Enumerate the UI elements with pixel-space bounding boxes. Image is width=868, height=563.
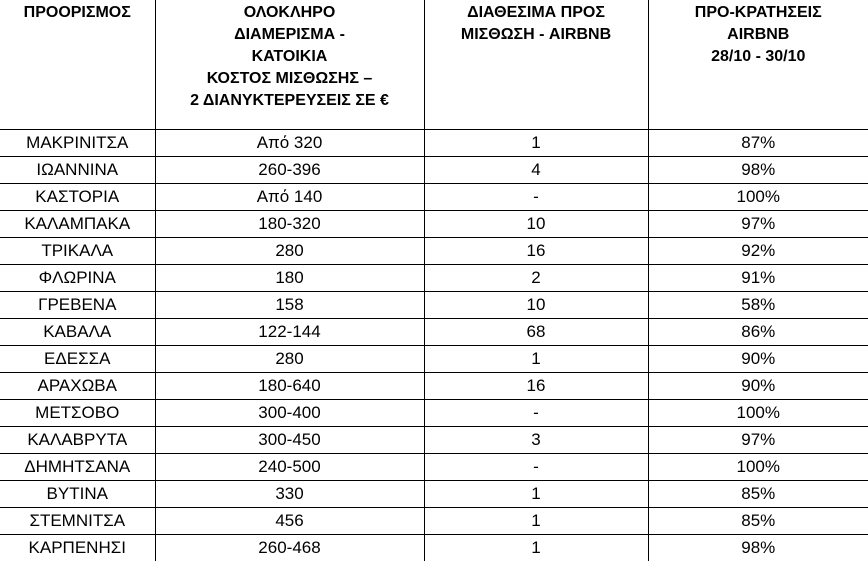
table-row	[0, 156, 868, 183]
table-row	[0, 507, 868, 534]
header-line: ΚΑΤΟΙΚΙΑ	[251, 48, 328, 65]
table-row	[0, 264, 868, 291]
rental-cost-cell: Από 320	[155, 129, 424, 156]
pre-bookings-cell: 85%	[648, 507, 868, 534]
destination-cell: ΣΤΕΜΝΙΤΣΑ	[0, 507, 155, 534]
destination-cell: ΤΡΙΚΑΛΑ	[0, 237, 155, 264]
available-listings-cell: 1	[424, 507, 648, 534]
destination-cell: ΜΑΚΡΙΝΙΤΣΑ	[0, 129, 155, 156]
pre-bookings-cell: 92%	[648, 237, 868, 264]
header-rental-cost	[155, 0, 424, 129]
table-body	[0, 129, 868, 561]
destination-cell: ΦΛΩΡΙΝΑ	[0, 264, 155, 291]
table-row	[0, 345, 868, 372]
pre-bookings-cell: 91%	[648, 264, 868, 291]
destination-cell: ΚΑΣΤΟΡΙΑ	[0, 183, 155, 210]
available-listings-cell: 16	[424, 372, 648, 399]
pre-bookings-cell: 98%	[648, 534, 868, 561]
table-row	[0, 237, 868, 264]
destination-cell: ΑΡΑΧΩΒΑ	[0, 372, 155, 399]
header-pre-bookings	[648, 0, 868, 129]
pre-bookings-cell: 100%	[648, 399, 868, 426]
available-listings-cell: 68	[424, 318, 648, 345]
destination-cell: ΔΗΜΗΤΣΑΝΑ	[0, 453, 155, 480]
destination-cell: ΚΑΛΑΒΡΥΤΑ	[0, 426, 155, 453]
header-available-listings	[424, 0, 648, 129]
table-row	[0, 318, 868, 345]
table-row	[0, 291, 868, 318]
header-line: ΠΡΟΟΡΙΣΜΟΣ	[23, 4, 131, 21]
available-listings-cell: 1	[424, 345, 648, 372]
available-listings-cell: 10	[424, 291, 648, 318]
rental-cost-cell: 280	[155, 237, 424, 264]
header-line: ΜΙΣΘΩΣΗ - AIRBNB	[460, 26, 612, 43]
header-line: 28/10 - 30/10	[711, 48, 806, 65]
destination-cell: ΚΑΛΑΜΠΑΚΑ	[0, 210, 155, 237]
available-listings-cell: -	[424, 453, 648, 480]
destination-cell: ΒΥΤΙΝΑ	[0, 480, 155, 507]
table-row	[0, 399, 868, 426]
available-listings-cell: 4	[424, 156, 648, 183]
header-line: ΔΙΑΘΕΣΙΜΑ ΠΡΟΣ	[467, 4, 605, 21]
available-listings-cell: 1	[424, 534, 648, 561]
header-row	[0, 0, 868, 129]
destination-cell: ΓΡΕΒΕΝΑ	[0, 291, 155, 318]
table-row	[0, 480, 868, 507]
available-listings-cell: -	[424, 399, 648, 426]
pre-bookings-cell: 90%	[648, 372, 868, 399]
pre-bookings-cell: 90%	[648, 345, 868, 372]
table-row	[0, 372, 868, 399]
pre-bookings-cell: 85%	[648, 480, 868, 507]
table-row	[0, 453, 868, 480]
table-row	[0, 426, 868, 453]
header-line: AIRBNB	[727, 26, 790, 43]
header-line: ΔΙΑΜΕΡΙΣΜΑ -	[234, 26, 345, 43]
pre-bookings-cell: 97%	[648, 426, 868, 453]
available-listings-cell: 1	[424, 129, 648, 156]
table-row	[0, 210, 868, 237]
available-listings-cell: 16	[424, 237, 648, 264]
header-destination	[0, 0, 155, 129]
rental-cost-cell: 180-320	[155, 210, 424, 237]
destination-cell: ΙΩΑΝΝΙΝΑ	[0, 156, 155, 183]
rental-cost-cell: 240-500	[155, 453, 424, 480]
header-line: ΠΡΟ-ΚΡΑΤΗΣΕΙΣ	[694, 4, 822, 21]
header-line: ΟΛΟΚΛΗΡΟ	[243, 4, 336, 21]
pre-bookings-cell: 97%	[648, 210, 868, 237]
rental-cost-cell: 180-640	[155, 372, 424, 399]
available-listings-cell: 2	[424, 264, 648, 291]
pre-bookings-cell: 87%	[648, 129, 868, 156]
pre-bookings-cell: 100%	[648, 183, 868, 210]
header-line: ΚΟΣΤΟΣ ΜΙΣΘΩΣΗΣ –	[206, 70, 373, 87]
rental-cost-cell: 456	[155, 507, 424, 534]
table-row	[0, 534, 868, 561]
available-listings-cell: 1	[424, 480, 648, 507]
table-row	[0, 129, 868, 156]
available-listings-cell: 3	[424, 426, 648, 453]
destination-cell: ΜΕΤΣΟΒΟ	[0, 399, 155, 426]
rental-cost-cell: 180	[155, 264, 424, 291]
table-row	[0, 183, 868, 210]
pre-bookings-cell: 58%	[648, 291, 868, 318]
rental-cost-cell: Από 140	[155, 183, 424, 210]
destination-cell: ΚΑΒΑΛΑ	[0, 318, 155, 345]
available-listings-cell: 10	[424, 210, 648, 237]
rental-cost-cell: 260-396	[155, 156, 424, 183]
rental-cost-cell: 300-400	[155, 399, 424, 426]
rental-cost-cell: 158	[155, 291, 424, 318]
table-header	[0, 0, 868, 129]
rental-cost-cell: 260-468	[155, 534, 424, 561]
pre-bookings-cell: 100%	[648, 453, 868, 480]
rental-cost-cell: 122-144	[155, 318, 424, 345]
header-line: 2 ΔΙΑΝΥΚΤΕΡΕΥΣΕΙΣ ΣΕ €	[190, 92, 389, 109]
pre-bookings-cell: 86%	[648, 318, 868, 345]
destination-cell: ΕΔΕΣΣΑ	[0, 345, 155, 372]
rental-cost-cell: 300-450	[155, 426, 424, 453]
rental-cost-cell: 330	[155, 480, 424, 507]
rental-cost-cell: 280	[155, 345, 424, 372]
destination-cell: ΚΑΡΠΕΝΗΣΙ	[0, 534, 155, 561]
pre-bookings-cell: 98%	[648, 156, 868, 183]
available-listings-cell: -	[424, 183, 648, 210]
